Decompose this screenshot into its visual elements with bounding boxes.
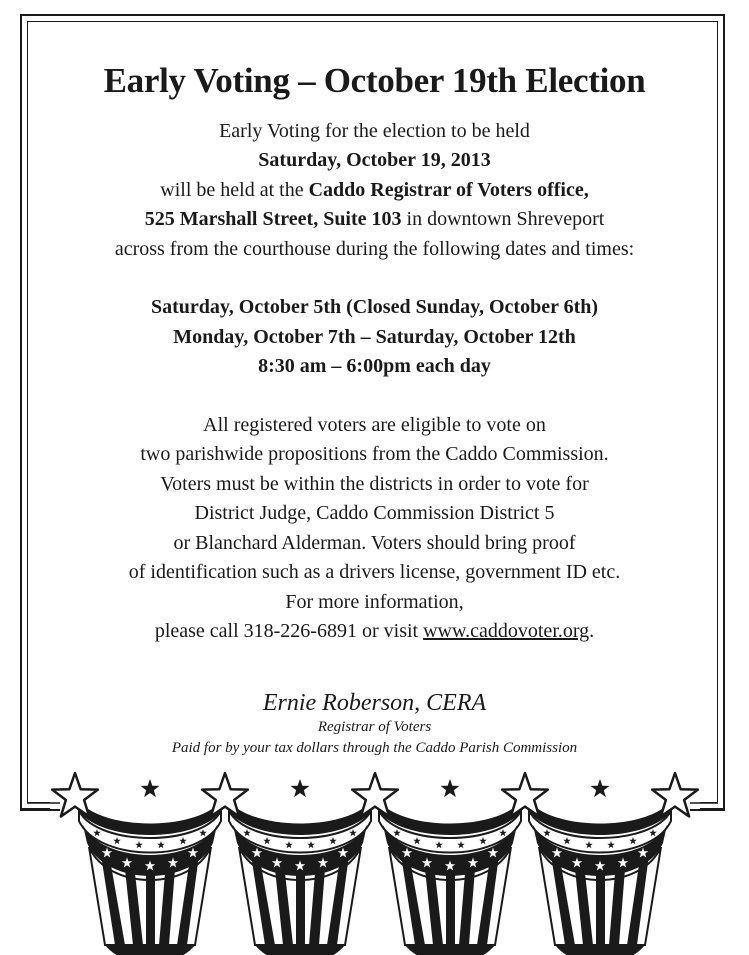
election-date: Saturday, October 19, 2013 bbox=[258, 149, 491, 171]
info-line: of identification such as a drivers license, government ID etc. bbox=[128, 561, 621, 583]
intro-paragraph bbox=[30, 117, 719, 265]
website-link[interactable]: www.caddovoter.org bbox=[423, 620, 590, 642]
info-line: Voters must be within the districts in order to vote for bbox=[160, 472, 589, 495]
intro-line: will be held at the Caddo Registrar of Voters office, bbox=[160, 178, 589, 201]
contact-line: please call 318-226-6891 or visit www.caddovoter.org. bbox=[154, 620, 595, 642]
star-icon bbox=[440, 779, 459, 797]
intro-line: 525 Marshall Street, Suite 103 in downtown Shreveport bbox=[144, 208, 605, 230]
patriotic-bunting bbox=[0, 765, 749, 955]
intro-line: across from the courthouse during the following dates and times: bbox=[114, 237, 635, 260]
hours-line: 8:30 am – 6:00pm each day bbox=[258, 355, 491, 377]
office-name: Caddo Registrar of Voters office, bbox=[308, 178, 589, 201]
star-icon bbox=[590, 779, 609, 797]
date-line: Monday, October 7th – Saturday, October 12th bbox=[173, 325, 576, 348]
page-title: Early Voting – October 19th Election bbox=[103, 61, 646, 100]
signature-role: Registrar of Voters bbox=[317, 718, 432, 735]
star-icon bbox=[290, 779, 309, 797]
info-line: District Judge, Caddo Commission District 5 bbox=[194, 502, 555, 524]
info-line: For more information, bbox=[285, 590, 464, 613]
intro-line: Early Voting for the election to be held bbox=[219, 119, 530, 142]
info-line: All registered voters are eligible to vote on bbox=[203, 413, 546, 436]
signature-name: Ernie Roberson, CERA bbox=[262, 689, 487, 716]
office-address: 525 Marshall Street, Suite 103 bbox=[144, 208, 402, 230]
info-line: or Blanchard Alderman. Voters should bring proof bbox=[173, 531, 576, 554]
date-line: Saturday, October 5th (Closed Sunday, October 6th) bbox=[150, 296, 599, 318]
paid-for-notice: Paid for by your tax dollars through the Caddo Parish Commission bbox=[171, 739, 578, 756]
dates-block bbox=[30, 293, 719, 382]
info-paragraph bbox=[30, 411, 719, 647]
flyer-content bbox=[30, 62, 719, 759]
star-icon bbox=[140, 779, 159, 797]
info-line: two parishwide propositions from the Caddo Commission. bbox=[140, 443, 609, 465]
